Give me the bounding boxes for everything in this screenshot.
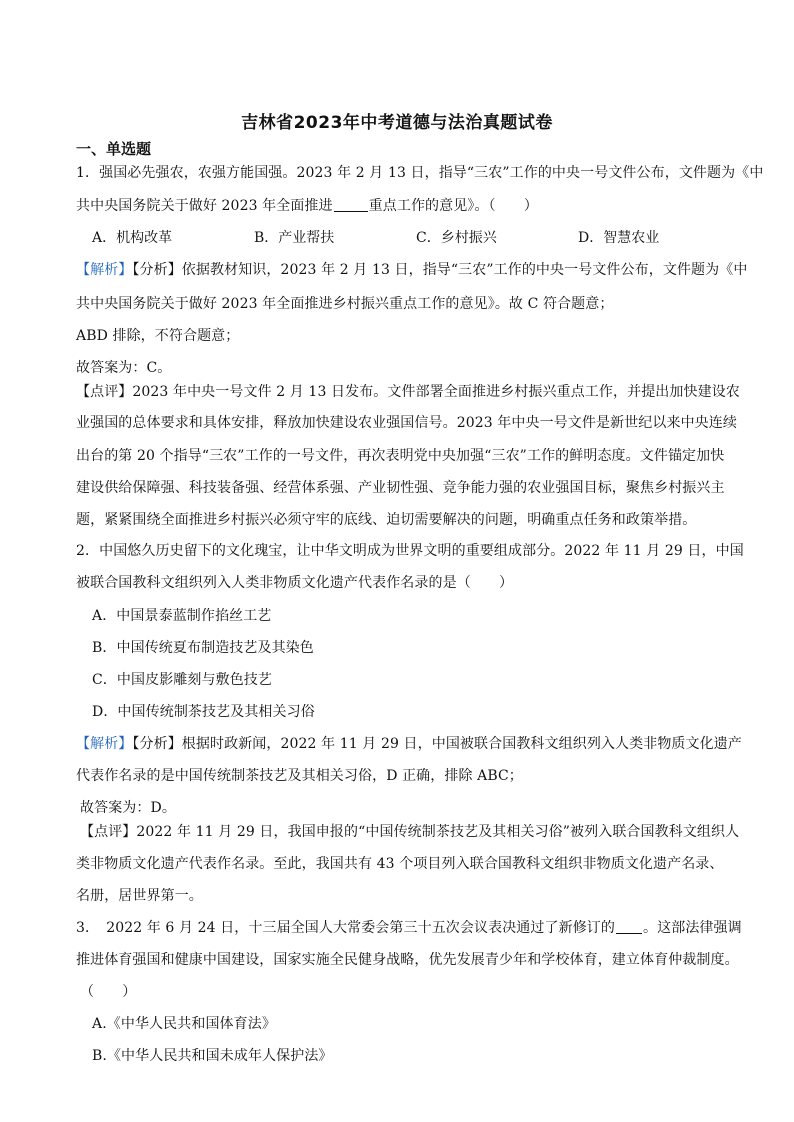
q2-stem-line-2: 被联合国教科文组织列入人类非物质文化遗产代表作名录的是（ ） [76,575,514,591]
q1-answer: 故答案为：C。 [76,360,172,376]
q1-comment-line-5: 题，紧紧围绕全面推进乡村振兴必须守牢的底线、迫切需要解决的问题，明确重点任务和政策举措。 [76,512,697,528]
q1-comment-line-1: 【点评】2023 年中央一号文件 2 月 13 日发布。文件部署全面推进乡村振兴重点工作，并提出加快建设农 [76,384,740,400]
page-title: 吉林省2023年中考道德与法治真题试卷 [241,113,553,133]
q1-analysis-line-1 [76,260,748,282]
q1-options [92,228,732,250]
q2-comment-line-1: 【点评】2022 年 11 月 29 日，我国申报的“中国传统制茶技艺及其相关习俗”被列入联合国教科文组织人 [80,824,740,840]
section-heading: 一、单选题 [76,140,152,158]
q3-stem-text-end: 。这部法律强调 [643,920,742,936]
q2-option-d[interactable]: D．中国传统制茶技艺及其相关习俗 [92,704,315,720]
q3-option-b[interactable]: B.《中华人民共和国未成年人保护法》 [92,1048,333,1064]
q1-stem-text-end: 重点工作的意见》。（ ） [368,198,538,214]
q2-analysis-line-2: 代表作名录的是中国传统制茶技艺及其相关习俗，D 正确，排除 ABC； [76,768,523,784]
q2-option-b[interactable]: B．中国传统夏布制造技艺及其染色 [92,640,314,656]
q2-stem-line-1: 2．中国悠久历史留下的文化瑰宝，让中华文明成为世界文明的重要组成部分。2022 年 11 月 29 日，中国 [76,543,744,559]
q3-option-a[interactable]: A.《中华人民共和国体育法》 [92,1016,276,1032]
jiexi-tag: 【解析】 [76,736,133,752]
q1-option-d[interactable]: D．智慧农业 [578,230,660,246]
q2-analysis-line-1 [76,734,742,756]
q1-analysis-line-2: 共中央国务院关于做好 2023 年全面推进乡村振兴重点工作的意见》。故 C 符合题意； [76,296,614,312]
q1-stem-text: 共中央国务院关于做好 2023 年全面推进 [76,198,333,214]
q2-comment-line-3: 名册，居世界第一。 [76,888,203,904]
q1-analysis-text: 【分析】依据教材知识，2023 年 2 月 13 日，指导“三农”工作的中央一号文件公布，文件题为《中 [132,262,748,278]
q2-answer: 故答案为：D。 [80,800,176,816]
q3-stem-line-3: （ ） [80,984,137,1000]
q3-stem-line-1 [76,918,742,940]
q1-comment-line-3: 出台的第 20 个指导“三农”工作的一号文件，再次表明党中央加强“三农”工作的鲜明态度。文件锚定加快 [76,448,725,464]
q1-stem-line-1: 1．强国必先强农，农强方能国强。2023 年 2 月 13 日，指导“三农”工作的中央一号文件公布，文件题为《中 [76,165,764,181]
q1-analysis-line-3: ABD 排除，不符合题意； [76,328,240,344]
q1-stem-line-2 [76,196,726,218]
jiexi-tag: 【解析】 [76,262,133,278]
q1-option-b[interactable]: B．产业帮扶 [254,230,335,246]
q1-option-c[interactable]: C．乡村振兴 [416,230,497,246]
q2-comment-line-2: 类非物质文化遗产代表作名录。至此，我国共有 43 个项目列入联合国教科文组织非物质文化遗产名录、 [76,856,724,872]
q3-stem-line-2: 推进体育强国和健康中国建设，国家实施全民健身战略，优先发展青少年和学校体育，建立体育仲裁制度。 [76,952,739,968]
q2-option-a[interactable]: A．中国景泰蓝制作掐丝工艺 [92,608,272,624]
fill-blank [616,919,642,934]
q1-comment-line-2: 业强国的总体要求和具体安排，释放加快建设农业强国信号。2023 年中央一号文件是新世纪以来中央连续 [76,415,737,431]
q1-comment-line-4: 建设供给保障强、科技装备强、经营体系强、产业韧性强、竞争能力强的农业强国目标，聚焦乡村振兴主 [76,480,725,496]
fill-blank [334,197,368,212]
q1-option-a[interactable]: A．机构改革 [92,230,173,246]
q2-analysis-text: 【分析】根据时政新闻，2022 年 11 月 29 日，中国被联合国教科文组织列入人类非物质文化遗产 [132,736,742,752]
q3-stem-text: 3． 2022 年 6 月 24 日，十三届全国人大常委会第三十五次会议表决通过了新修订的 [76,920,616,936]
q2-option-c[interactable]: C．中国皮影雕刻与敷色技艺 [92,672,273,688]
